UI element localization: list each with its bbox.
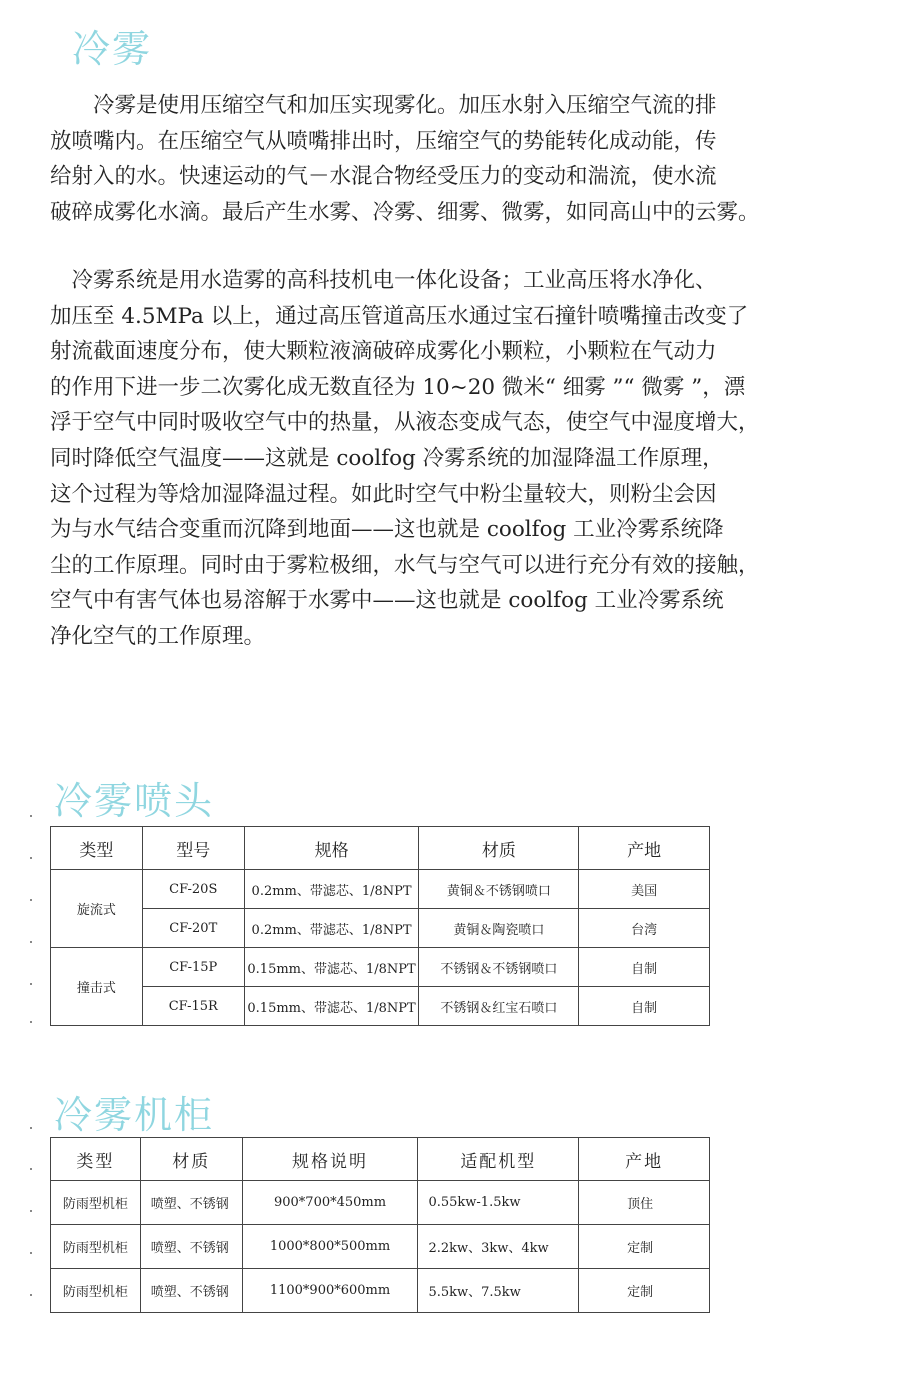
margin-dot [30,1127,32,1129]
model-cell: CF-20T [142,909,244,948]
spec-cell: 0.15mm、带滤芯、1/8NPT [244,948,419,987]
spec-cell: 0.15mm、带滤芯、1/8NPT [244,987,419,1026]
margin-dot [30,1168,32,1170]
margin-dot [30,1294,32,1296]
table-header-row [51,827,710,870]
text-line: 为与水气结合变重而沉降到地面——这也就是 coolfog 工业冷雾系统降 [50,517,724,543]
material-cell: 不锈钢＆红宝石喷口 [419,987,579,1026]
text-line: 净化空气的工作原理。 [50,623,266,649]
origin-cell: 自制 [579,948,710,987]
margin-dot [30,815,32,817]
text-line: 尘的工作原理。同时由于雾粒极细，水气与空气可以进行充分有效的接触， [50,552,760,578]
type-cell: 防雨型机柜 [51,1181,141,1225]
table-row [51,948,710,987]
origin-cell: 台湾 [579,909,710,948]
model-cell: 5.5kw、7.5kw [418,1269,579,1313]
cabinet-table [50,1137,710,1313]
spec-cell: 0.2mm、带滤芯、1/8NPT [244,909,419,948]
origin-cell: 顶住 [579,1181,710,1225]
nozzle-table [50,826,710,1026]
header-spec: 规格 [244,827,419,870]
model-cell: CF-20S [142,870,244,909]
header-type: 类型 [51,827,143,870]
margin-dot [30,983,32,985]
table-row [51,1269,710,1313]
origin-cell: 定制 [579,1225,710,1269]
intro-paragraph [50,88,850,230]
text-line: 放喷嘴内。在压缩空气从喷嘴排出时，压缩空气的势能转化成动能，传 [50,128,717,154]
text-line: 破碎成雾化水滴。最后产生水雾、冷雾、细雾、微雾，如同高山中的云雾。 [50,199,760,225]
text-line: 同时降低空气温度——这就是 coolfog 冷雾系统的加湿降温工作原理， [50,445,724,471]
section-title-nozzle: 冷雾喷头 [54,779,215,823]
material-cell: 黄铜＆不锈钢喷口 [419,870,579,909]
margin-dot [30,941,32,943]
type-cell: 旋流式 [51,870,143,948]
header-type: 类型 [51,1138,141,1181]
material-cell: 不锈钢＆不锈钢喷口 [419,948,579,987]
text-line: 空气中有害气体也易溶解于水雾中——这也就是 coolfog 工业冷雾系统 [50,588,724,614]
table-row [51,1181,710,1225]
text-line: 给射入的水。快速运动的气－水混合物经受压力的变动和湍流，使水流 [50,164,717,190]
header-material: 材质 [419,827,579,870]
material-cell: 喷塑、不锈钢 [140,1181,242,1225]
type-cell: 撞击式 [51,948,143,1026]
material-cell: 黄铜＆陶瓷喷口 [419,909,579,948]
table-header-row [51,1138,710,1181]
section-title-cold-fog: 冷雾 [72,27,153,71]
origin-cell: 定制 [579,1269,710,1313]
material-cell: 喷塑、不锈钢 [140,1269,242,1313]
type-cell: 防雨型机柜 [51,1225,141,1269]
margin-dot [30,857,32,859]
table-row [51,987,710,1026]
header-spec: 规格说明 [242,1138,418,1181]
origin-cell: 自制 [579,987,710,1026]
text-line: 的作用下进一步二次雾化成无数直径为 10~20 微米“ 细雾 ”“ 微雾 ”，漂 [50,374,746,400]
header-origin: 产地 [579,827,710,870]
header-material: 材质 [140,1138,242,1181]
model-cell: 0.55kw-1.5kw [418,1181,579,1225]
spec-cell: 900*700*450mm [242,1181,418,1225]
text-line: 这个过程为等焓加湿降温过程。如此时空气中粉尘量较大，则粉尘会因 [50,481,717,507]
header-model: 型号 [142,827,244,870]
text-line: 浮于空气中同时吸收空气中的热量，从液态变成气态，使空气中湿度增大， [50,410,760,436]
table-row [51,1225,710,1269]
material-cell: 喷塑、不锈钢 [140,1225,242,1269]
section-title-cabinet: 冷雾机柜 [54,1093,215,1137]
text-line: 冷雾系统是用水造雾的高科技机电一体化设备；工业高压将水净化、 [50,268,717,293]
text-line: 加压至 4.5MPa 以上，通过高压管道高压水通过宝石撞针喷嘴撞击改变了 [50,303,749,329]
model-cell: CF-15P [142,948,244,987]
spec-cell: 1000*800*500mm [242,1225,418,1269]
table-row [51,870,710,909]
text-line: 射流截面速度分布，使大颗粒液滴破碎成雾化小颗粒，小颗粒在气动力 [50,339,717,365]
header-origin: 产地 [579,1138,710,1181]
spec-cell: 1100*900*600mm [242,1269,418,1313]
header-model: 适配机型 [418,1138,579,1181]
model-cell: 2.2kw、3kw、4kw [418,1225,579,1269]
type-cell: 防雨型机柜 [51,1269,141,1313]
margin-dot [30,1210,32,1212]
origin-cell: 美国 [579,870,710,909]
text-line: 冷雾是使用压缩空气和加压实现雾化。加压水射入压缩空气流的排 [50,93,717,118]
margin-dot [30,899,32,901]
system-paragraph [50,263,850,655]
spec-cell: 0.2mm、带滤芯、1/8NPT [244,870,419,909]
margin-dot [30,1021,32,1023]
model-cell: CF-15R [142,987,244,1026]
table-row [51,909,710,948]
margin-dot [30,1252,32,1254]
